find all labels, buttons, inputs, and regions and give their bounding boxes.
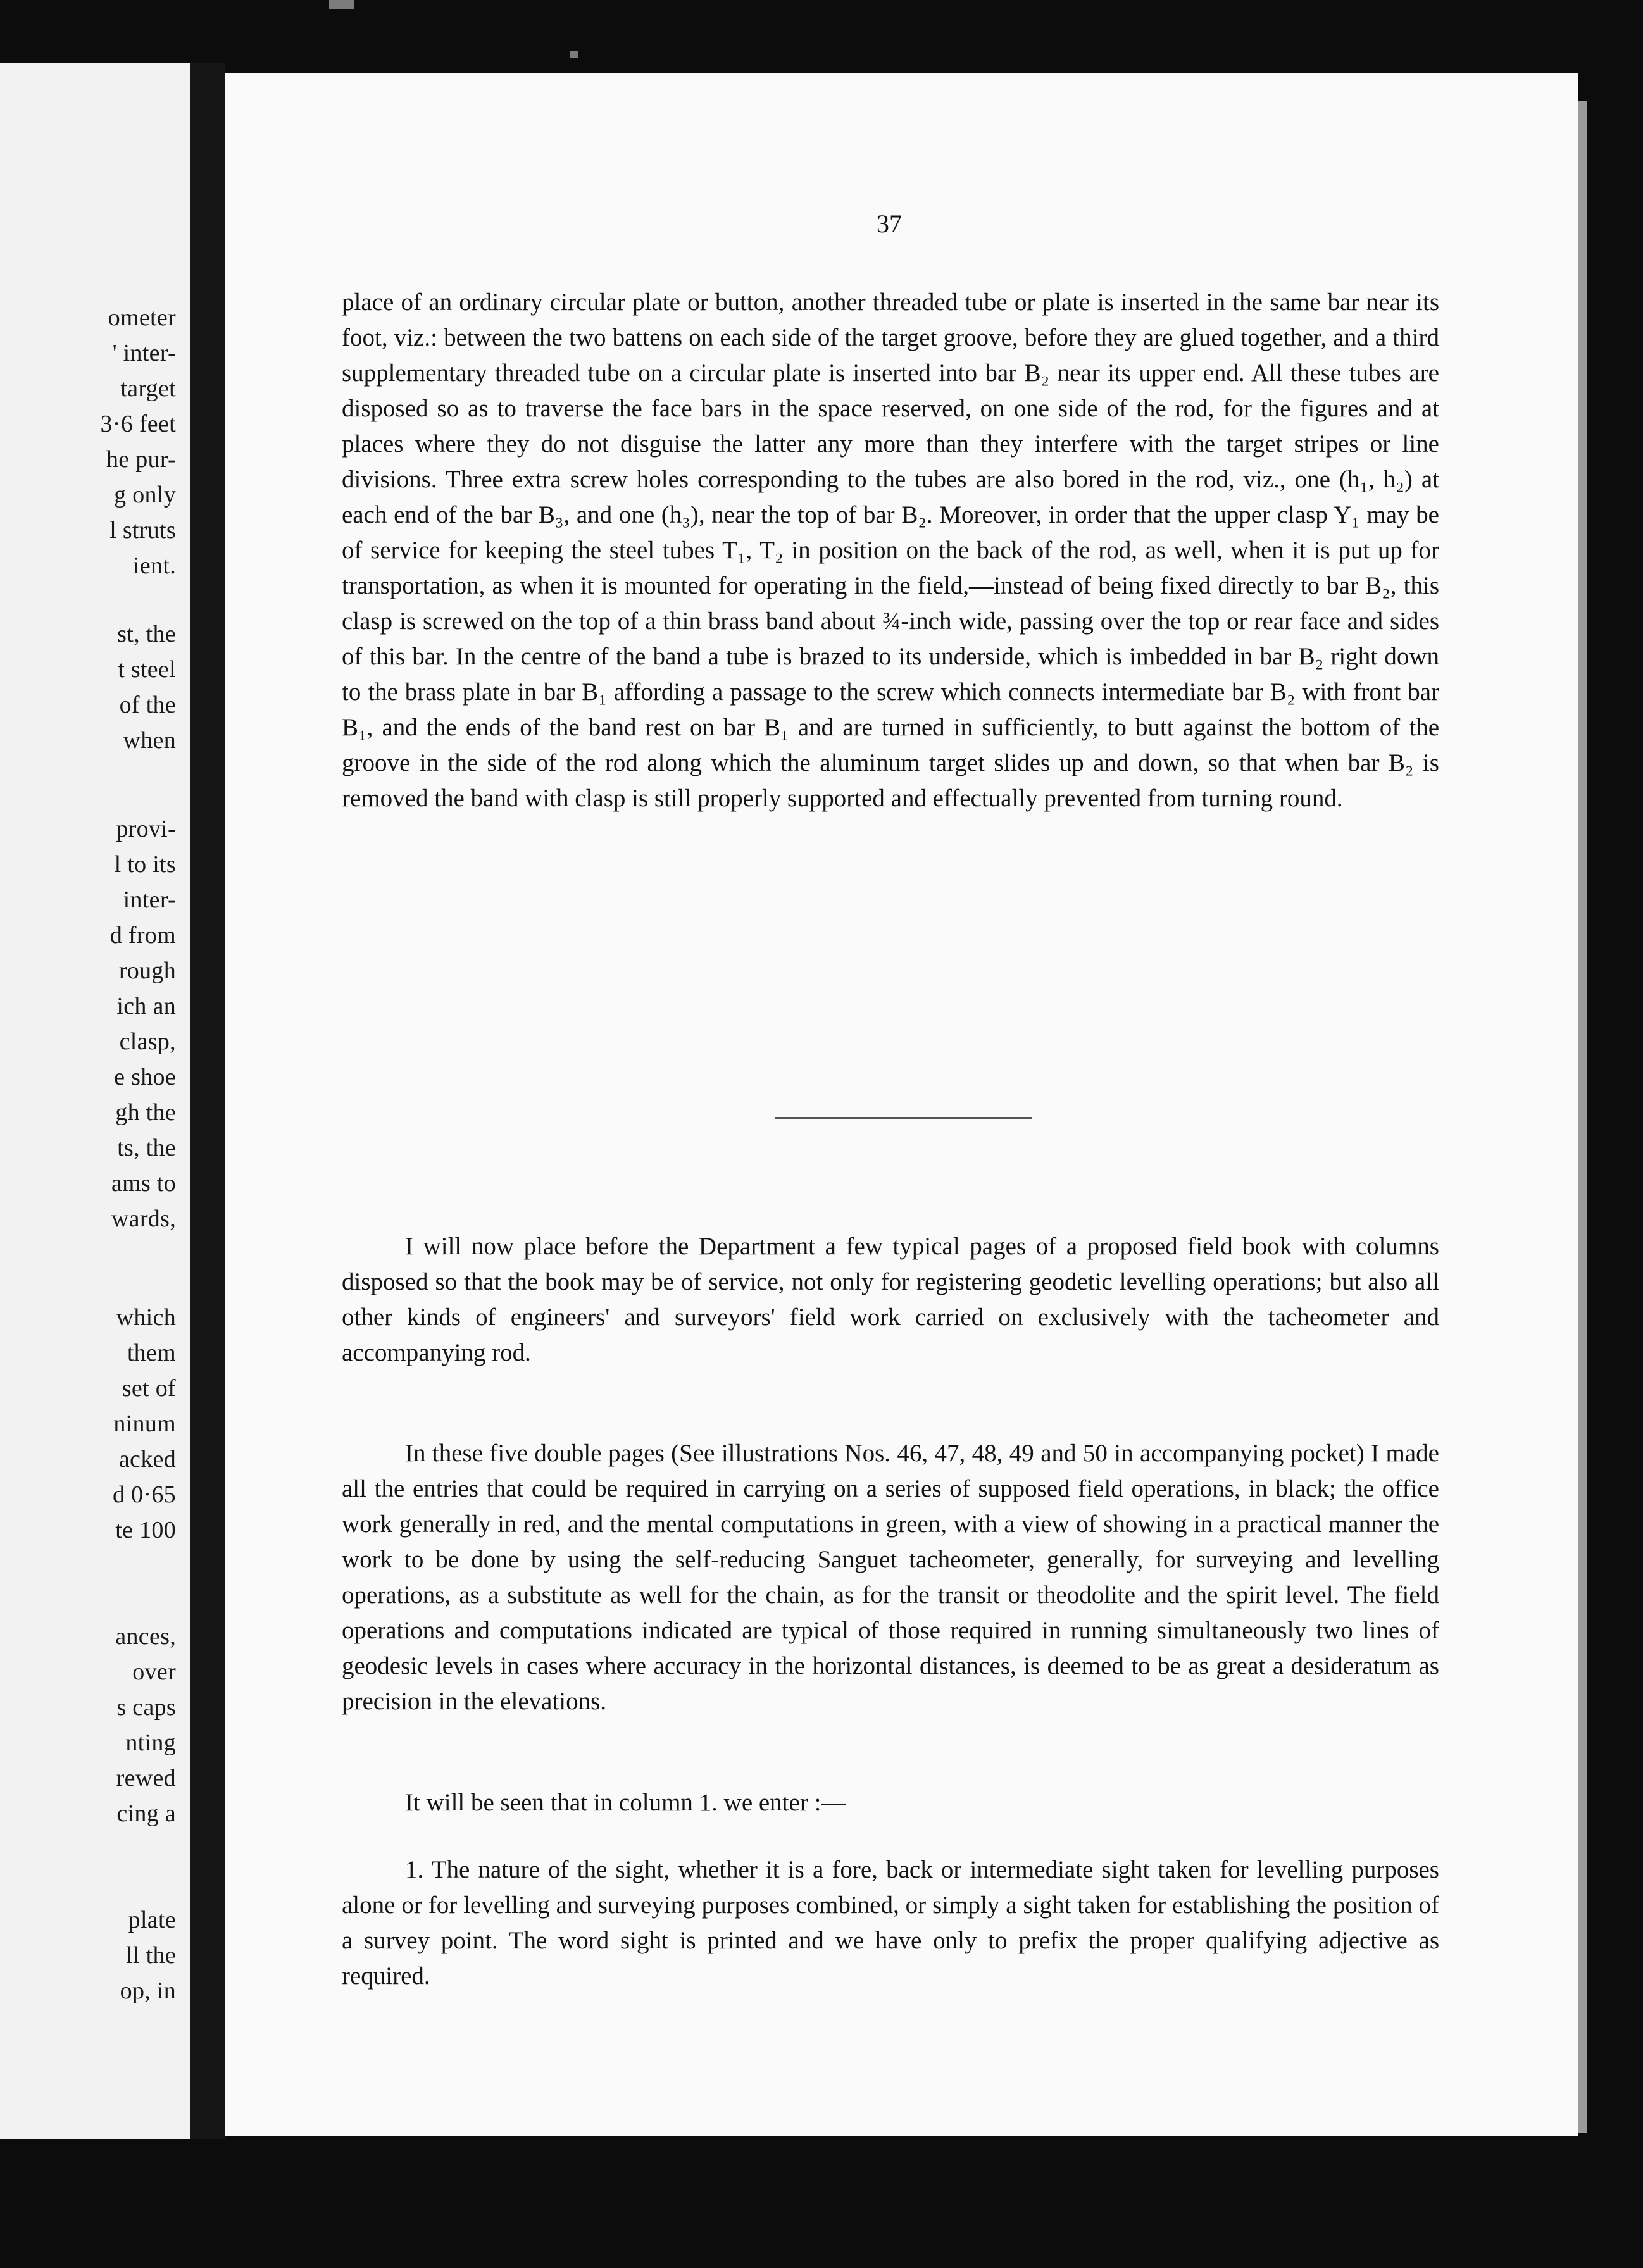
- left-page-line: 3·6 feet: [100, 411, 176, 437]
- paragraph-text: place of an ordinary circular plate or button, another threaded tube or plate is inserted in the same bar near its foot, viz.: between the two battens on each side of the target groove, before they are glued together, and a third supplementary threaded tube on a circular plate is inserted into bar B₂ near its upper end. All these tubes are disposed so as to traverse the face bars in the space reserved, on one side of the rod, for the figures and at places where they do not disguise the latter any more than they interfere with the target stripes or line divisions. Three extra screw holes corresponding to the tubes are also bored in the rod, viz., one (h₁, h₂) at each end of the bar B₃, and one (h₃), near the top of bar B₂. Moreover, in order that the upper clasp Y₁ may be of service for keeping the steel tubes T₁, T₂ in position on the back of the rod, as well, when it is put up for transportation, as when it is mounted for operating in the field,—instead of being fixed directly to bar B₂, this clasp is screwed on the top of a thin brass band about ¾-inch wide, passing over the top or rear face and sides of this bar. In the centre of the band a tube is brazed to its underside, which is imbedded in bar B₂ right down to the brass plate in bar B₁ affording a passage to the screw which connects intermediate bar B₂ with front bar B₁, and the ends of the band rest on bar B₁ and are turned in sufficiently, to butt against the bottom of the groove in the side of the rod along which the aluminum target slides up and down, so that when bar B₂ is removed the band with clasp is still properly supported and effectually prevented from turning round.: [342, 289, 1439, 812]
- section-divider: [775, 1117, 1032, 1119]
- body-paragraph: [342, 1785, 1439, 1821]
- left-page-line: nting: [125, 1729, 176, 1756]
- left-page-line: which: [116, 1304, 176, 1331]
- left-page-line: ometer: [108, 304, 176, 331]
- scan-mark: [329, 0, 354, 9]
- left-page-line: ll the: [126, 1942, 176, 1969]
- left-page-line: ich an: [116, 993, 176, 1019]
- left-page-line: acked: [118, 1446, 176, 1473]
- body-paragraph: [342, 1229, 1439, 1371]
- left-page-line: rough: [118, 957, 176, 984]
- left-page-line: l to its: [114, 851, 176, 878]
- paragraph-text: In these five double pages (See illustrations Nos. 46, 47, 48, 49 and 50 in accompanying pocket) I made all the entries that could be required in carrying on a series of supposed field operations, in black; the office work generally in red, and the mental computations in green, with a view of showing in a practical manner the work to be done by using the self-reducing Sanguet tacheometer, generally, for surveying and levelling operations, as a substitute as well for the chain, as for the transit or theodolite and the spirit level. The field operations and computations indicated are typical of those required in running simultaneously two lines of geodesic levels in cases where accuracy in the horizontal distances, is deemed to be as great a desideratum as precision in the elevations.: [342, 1440, 1439, 1715]
- left-page-line: rewed: [116, 1765, 176, 1791]
- body-paragraph: [342, 1852, 1439, 1994]
- left-page-line: ient.: [133, 552, 176, 579]
- left-page-line: d 0·65: [113, 1481, 176, 1508]
- left-page-line: d from: [109, 922, 176, 949]
- left-page-line: wards,: [111, 1206, 176, 1232]
- paragraph-text: It will be seen that in column 1. we enter :—: [405, 1789, 846, 1816]
- left-page-line: ances,: [115, 1623, 176, 1650]
- left-page-line: gh the: [115, 1099, 176, 1126]
- scan-mark: [570, 51, 578, 58]
- left-page-line: cing a: [116, 1800, 176, 1827]
- right-page: [225, 73, 1578, 2136]
- left-page-line: over: [132, 1659, 176, 1685]
- left-page-line: clasp,: [119, 1028, 176, 1055]
- page-edge: [1578, 101, 1587, 2133]
- paragraph-text: 1. The nature of the sight, whether it is a fore, back or intermediate sight taken for levelling purposes alone or for levelling and surveying purposes combined, or simply a sight taken for establishing the position of a survey point. The word sight is printed and we have only to prefix the proper qualifying adjective as required.: [342, 1856, 1439, 1990]
- body-paragraph: [342, 1436, 1439, 1719]
- left-page-line: ninum: [113, 1411, 176, 1437]
- left-page-line: of the: [119, 692, 176, 718]
- page-number: 37: [877, 209, 902, 238]
- left-page-line: them: [127, 1340, 176, 1366]
- left-page-line: st, the: [117, 621, 176, 647]
- left-page-line: ts, the: [117, 1135, 176, 1161]
- left-page-line: op, in: [120, 1978, 176, 2004]
- left-page-line: he pur-: [106, 446, 176, 473]
- body-paragraph: [342, 285, 1439, 816]
- left-page-line: l struts: [109, 517, 176, 544]
- left-page-line: inter-: [123, 887, 176, 913]
- left-page-line: g only: [114, 482, 176, 508]
- left-page-line: e shoe: [114, 1064, 176, 1090]
- book-gutter: [190, 63, 225, 2139]
- left-page-line: t steel: [118, 656, 176, 683]
- left-page-line: ' inter-: [112, 340, 176, 366]
- left-page-line: s caps: [116, 1694, 176, 1721]
- left-page-line: plate: [128, 1907, 176, 1933]
- left-page: [0, 63, 190, 2139]
- left-page-line: when: [123, 727, 176, 754]
- left-page-line: target: [120, 375, 176, 402]
- left-page-line: te 100: [115, 1517, 176, 1543]
- paragraph-text: I will now place before the Department a few typical pages of a proposed field book with columns disposed so that the book may be of service, not only for registering geodetic levelling operations; but also all other kinds of engineers' and surveyors' field work carried on exclusively with the tacheometer and accompanying rod.: [342, 1233, 1439, 1366]
- left-page-line: provi-: [116, 816, 176, 842]
- left-page-line: ams to: [111, 1170, 176, 1197]
- left-page-line: set of: [122, 1375, 176, 1402]
